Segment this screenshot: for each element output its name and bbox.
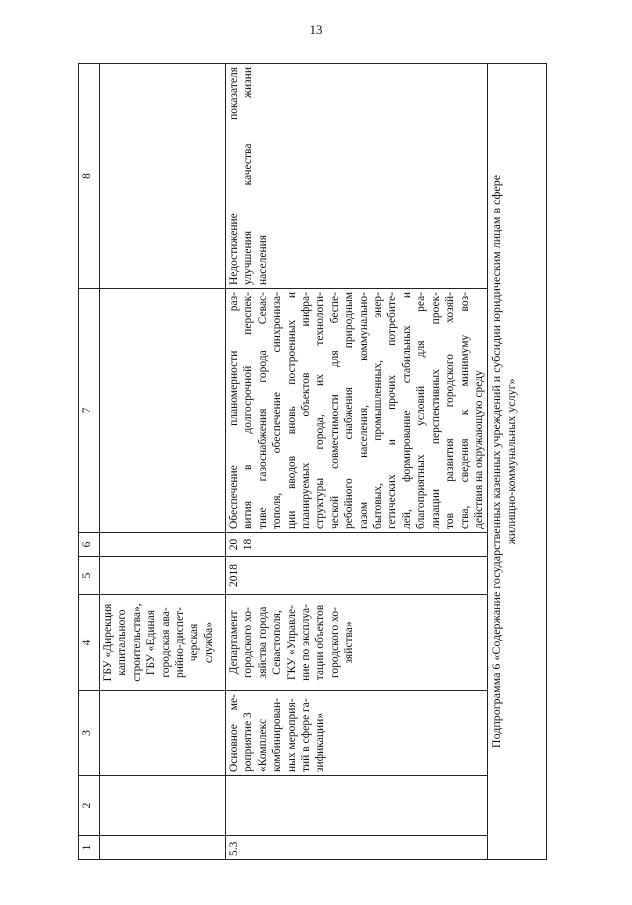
header-cell: 3	[79, 691, 100, 776]
cell-row-number: 5.3	[226, 836, 488, 860]
text-line: комбинирован-	[271, 698, 284, 772]
cell-executors	[226, 595, 488, 691]
header-cell: 4	[79, 595, 100, 691]
text-line: ГКУ «Управле-	[285, 605, 298, 680]
text-line: Обеспечение планомерности раз-	[228, 292, 240, 529]
text-line: тий в сфере га-	[300, 698, 313, 772]
text-line: ства, сведения к минимуму воз-	[458, 292, 471, 529]
text-line: «Комплекс	[256, 718, 269, 772]
cell-empty	[100, 64, 226, 289]
text-line: лей, формирование стабильных и	[400, 292, 413, 529]
text-line: городского хо-	[242, 607, 255, 679]
cell-empty	[100, 691, 226, 776]
cell-end-year: 2018	[226, 533, 488, 557]
text-line: городского хо-	[328, 607, 341, 679]
text-line: ГБУ «Единая	[145, 609, 158, 676]
text-line: ГБУ «Дирекция	[102, 603, 114, 682]
text-line: тации объектов	[314, 604, 327, 681]
text-line: структуры города, их технологи-	[314, 292, 327, 529]
cell-empty	[100, 289, 226, 533]
text-line: зяйства»	[343, 621, 356, 664]
subprogram-row	[488, 64, 547, 860]
text-line: газом населения, коммунально-	[357, 292, 370, 529]
cell-executors-previous	[100, 595, 226, 691]
text-line: тов развития городского хозяй-	[444, 292, 457, 529]
landscape-table-wrapper	[78, 64, 568, 860]
subprogram-title-line2: жилищно-коммунальных услуг»	[504, 378, 519, 545]
text-line: ребойного снабжения природным	[343, 292, 356, 529]
text-line: ции вводов вновь построенных и	[285, 292, 298, 529]
text-line: ческой совместимости для беспе-	[328, 292, 341, 529]
text-line: городская ава-	[159, 607, 172, 678]
cell-empty	[100, 557, 226, 595]
cell-empty	[100, 533, 226, 557]
text-line: ных мероприя-	[285, 698, 298, 772]
cell-empty	[100, 776, 226, 836]
header-cell: 8	[79, 64, 100, 289]
table-row-previous	[100, 64, 226, 860]
subprogram-title-line1: Подпрограмма 6 «Содержание государственных казенных учреждений и субсидии юридическим лицам в сфере	[489, 174, 504, 749]
text-line: капитального	[116, 609, 129, 676]
text-line: улучшения качества жизни	[242, 67, 255, 285]
text-line: зяйства города	[256, 606, 269, 679]
text-line: планируемых объектов инфра-	[300, 292, 313, 529]
text-line: рийно-диспет-	[174, 606, 187, 679]
text-line: лизации перспективных проек-	[429, 292, 442, 529]
subprogram-title	[488, 64, 547, 860]
table-row-5-3	[226, 64, 488, 860]
header-cell: 2	[79, 776, 100, 836]
text-line: зификации»	[314, 712, 327, 772]
text-line: тиве газоснабжения города Севас-	[256, 292, 269, 529]
cell-measure-name	[226, 691, 488, 776]
text-line: Недостижение показателя	[228, 67, 240, 285]
measures-table	[78, 63, 547, 860]
text-line: Севастополя,	[271, 610, 284, 675]
cell-consequences	[226, 64, 488, 289]
text-line: служба»	[202, 622, 215, 663]
text-line: Основное ме-	[228, 694, 240, 772]
cell-empty	[100, 836, 226, 860]
text-line: черская	[188, 623, 201, 662]
text-line: Департамент	[228, 610, 240, 675]
text-line: гетических и прочих потребите-	[386, 292, 399, 529]
header-cell: 6	[79, 533, 100, 557]
text-line: ние по эксплуа-	[300, 604, 313, 681]
text-line: вития в долгосрочной перспек-	[242, 292, 255, 529]
cell-col2	[226, 776, 488, 836]
table-header-row	[79, 64, 100, 860]
text-line: действия на окружающую среду	[472, 370, 485, 529]
text-line: населения	[256, 234, 269, 285]
header-cell: 1	[79, 836, 100, 860]
header-cell: 5	[79, 557, 100, 595]
text-line: благоприятных условий для реа-	[415, 292, 428, 529]
cell-expected-result	[226, 289, 488, 533]
text-line: строительства»,	[130, 603, 143, 682]
text-line: бытовых, промышленных, энер-	[372, 292, 385, 529]
rotated-table-container	[78, 64, 568, 860]
page-number: 13	[309, 22, 323, 37]
cell-start-year: 2018	[226, 557, 488, 595]
text-line: роприятие 3	[242, 712, 255, 772]
text-line: тополя, обеспечение синхрониза-	[271, 292, 284, 529]
header-cell: 7	[79, 289, 100, 533]
